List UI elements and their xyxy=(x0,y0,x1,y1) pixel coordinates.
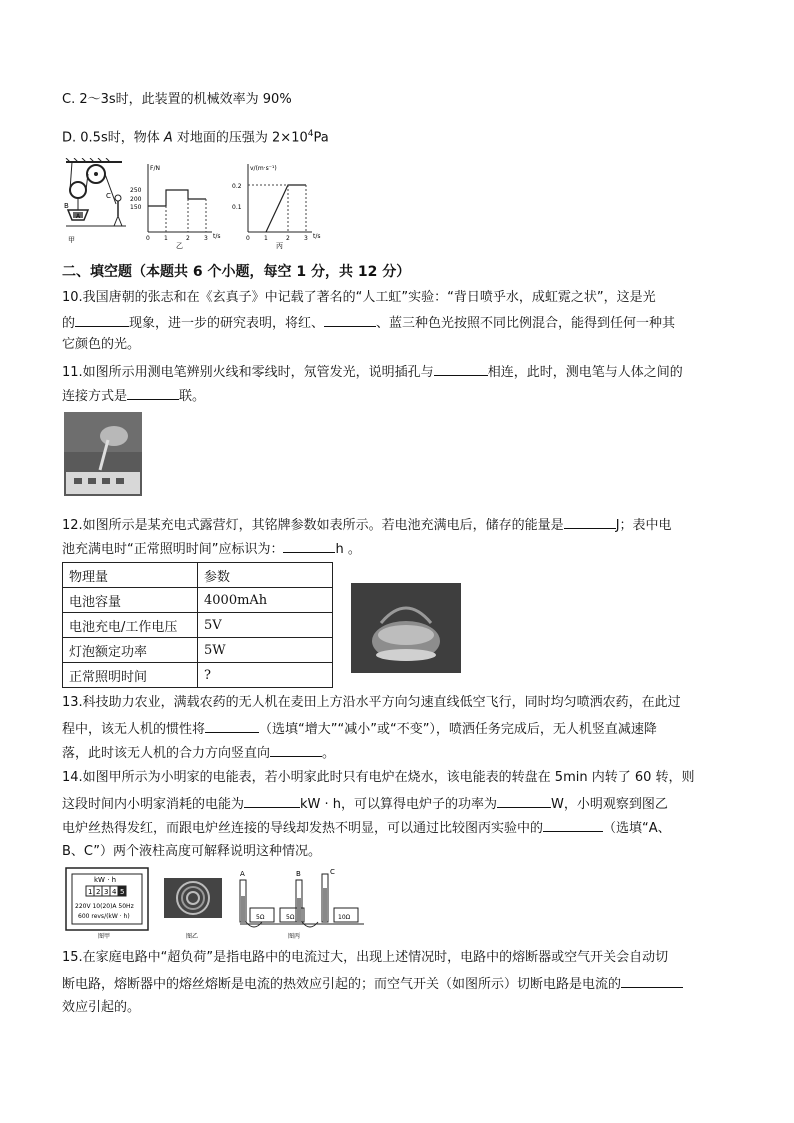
table-cell: 电池容量 xyxy=(63,588,198,613)
q11-blank-2[interactable] xyxy=(127,385,179,400)
tube-label-a: A xyxy=(240,870,245,878)
f-t-tick-3: 3 xyxy=(204,235,208,242)
q14-blank-3[interactable] xyxy=(543,817,603,832)
q11-text-a: 11.如图所示用测电笔辨别火线和零线时，氖管发光，说明插孔与 xyxy=(62,365,434,380)
figure-jia-label: 甲 xyxy=(68,236,75,244)
f-axis-label: F/N xyxy=(150,165,160,172)
q11-text-b: 相连，此时，测电笔与人体之间的 xyxy=(487,365,683,380)
table-cell: ? xyxy=(198,663,333,688)
q14-line-2 xyxy=(62,793,668,815)
q13-line-2 xyxy=(62,718,657,740)
q10-line-3: 它颜色的光。 xyxy=(62,337,141,352)
f-t-tick-0: 0 xyxy=(146,235,150,242)
q10-blank-2[interactable] xyxy=(324,312,376,327)
resistor-label-1: 5Ω xyxy=(256,914,265,921)
q13-text-d: 。 xyxy=(322,746,336,761)
q9-option-d-unit: Pa xyxy=(313,130,329,146)
q14-blank-2[interactable] xyxy=(497,793,551,808)
q9-option-d xyxy=(62,124,329,148)
meter-digit: 4 xyxy=(112,888,117,896)
figure-bing-caption: 图丙 xyxy=(288,933,301,940)
q11-text-c: 连接方式是 xyxy=(62,389,128,404)
v-t-tick-0: 0 xyxy=(246,235,250,242)
q14-line-3 xyxy=(62,817,671,839)
meter-spec-1: 220V 10(20)A 50Hz xyxy=(75,903,134,910)
table-cell: 正常照明时间 xyxy=(63,663,198,688)
table-cell: 5W xyxy=(198,638,333,663)
q11-text-d: 联。 xyxy=(179,389,206,404)
table-cell: 灯泡额定功率 xyxy=(63,638,198,663)
figure-bing-label: 丙 xyxy=(276,242,283,250)
q10-line-2 xyxy=(62,312,675,334)
q9-option-d-variable: A xyxy=(163,130,173,146)
q15-line-3: 效应引起的。 xyxy=(62,1000,141,1015)
f-tick-150: 150 xyxy=(130,204,142,211)
q10-line-1: 10.我国唐朝的张志和在《玄真子》中记载了著名的“人工虹”实验：“背日喷乎水，成虹霓之状”，这是光 xyxy=(62,290,656,305)
meter-digit: 2 xyxy=(96,888,101,896)
q11-test-pen-photo xyxy=(64,412,142,496)
table-row xyxy=(63,663,333,688)
q13-line-1: 13.科技助力农业，满载农药的无人机在麦田上方沿水平方向匀速直线低空飞行，同时均匀喷洒农药，在此过 xyxy=(62,695,681,710)
q10-text-b: 现象，进一步的研究表明，将红、 xyxy=(129,316,325,331)
q12-camping-lamp-photo xyxy=(351,583,461,673)
q15-line-2 xyxy=(62,973,683,995)
q15-blank-1[interactable] xyxy=(621,973,683,988)
table-cell: 4000mAh xyxy=(198,588,333,613)
meter-digit: 5 xyxy=(120,888,125,896)
meter-spec-2: 600 revs/(kW · h) xyxy=(78,913,130,920)
q11-line-1 xyxy=(62,361,683,383)
meter-digit: 3 xyxy=(104,888,109,896)
table-row xyxy=(63,588,333,613)
q12-line-1 xyxy=(62,514,672,536)
table-row xyxy=(63,563,333,588)
q13-text-b: （选填“增大”“减小”或“不变”），喷洒任务完成后，无人机竖直减速降 xyxy=(259,722,657,737)
q14-line-4: B、C”）两个液柱高度可解释说明这种情况。 xyxy=(62,844,321,859)
q11-blank-1[interactable] xyxy=(434,361,488,376)
resistor-label-2: 5Ω xyxy=(286,914,295,921)
pulley-label-a: A xyxy=(76,213,81,220)
tube-label-b: B xyxy=(296,870,301,878)
pulley-label-c: C xyxy=(106,192,111,200)
f-t-tick-2: 2 xyxy=(186,235,190,242)
v-tick-0.1: 0.1 xyxy=(232,204,242,211)
q10-text-a: 的 xyxy=(62,316,76,331)
pulley-label-b: B xyxy=(64,202,69,210)
q9-figure xyxy=(62,158,332,250)
q12-blank-2[interactable] xyxy=(283,538,335,553)
q12-text-a: 12.如图所示是某充电式露营灯，其铭牌参数如表所示。若电池充满电后，储存的能量是 xyxy=(62,518,564,533)
q9-option-d-prefix: D. 0.5s时，物体 xyxy=(62,130,164,146)
v-t-tick-2: 2 xyxy=(286,235,290,242)
v-tick-0.2: 0.2 xyxy=(232,183,242,190)
tube-label-c: C xyxy=(330,868,335,876)
figure-yi-caption: 图乙 xyxy=(186,933,199,940)
table-cell: 电池充电/工作电压 xyxy=(63,613,198,638)
q12-blank-1[interactable] xyxy=(564,514,616,529)
q9-option-c: C. 2～3s时，此装置的机械效率为 90% xyxy=(62,92,292,107)
q10-blank-1[interactable] xyxy=(75,312,129,327)
q9-option-d-exponent: 4 xyxy=(307,129,314,139)
table-cell: 5V xyxy=(198,613,333,638)
q12-text-d: h 。 xyxy=(335,542,361,557)
q13-blank-1[interactable] xyxy=(205,718,259,733)
f-t-axis-label: t/s xyxy=(213,233,221,240)
figure-yi-label: 乙 xyxy=(176,242,183,250)
q12-line-2 xyxy=(62,538,361,560)
q10-text-c: 、蓝三种色光按照不同比例混合，能得到任何一种其 xyxy=(376,316,676,331)
v-t-tick-1: 1 xyxy=(264,235,268,242)
f-t-tick-1: 1 xyxy=(164,235,168,242)
q12-text-b: J；表中电 xyxy=(615,518,672,533)
v-axis-label: v/(m·s⁻¹) xyxy=(250,165,277,172)
q9-option-d-middle: 对地面的压强为 2×10 xyxy=(172,130,308,146)
q14-text-c: W，小明观察到图乙 xyxy=(551,797,668,812)
meter-digit: 1 xyxy=(88,888,93,896)
q14-blank-1[interactable] xyxy=(244,793,300,808)
f-tick-200: 200 xyxy=(130,196,142,203)
table-row xyxy=(63,638,333,663)
q13-line-3 xyxy=(62,742,335,764)
q14-figure xyxy=(64,866,376,940)
q13-blank-2[interactable] xyxy=(270,742,322,757)
v-t-tick-3: 3 xyxy=(304,235,308,242)
q13-text-c: 落，此时该无人机的合力方向竖直向 xyxy=(62,746,271,761)
v-t-axis-label: t/s xyxy=(313,233,321,240)
table-cell: 物理量 xyxy=(63,563,198,588)
q11-line-2 xyxy=(62,385,205,407)
q14-text-a: 这段时间内小明家消耗的电能为 xyxy=(62,797,245,812)
table-row xyxy=(63,613,333,638)
q14-text-e: （选填“A、 xyxy=(603,821,671,836)
q12-text-c: 池充满电时“正常照明时间”应标识为： xyxy=(62,542,284,557)
q15-text-a: 断电路，熔断器中的熔丝熔断是电流的热效应引起的；而空气开关（如图所示）切断电路是电流的 xyxy=(62,977,622,992)
q15-line-1: 15.在家庭电路中“超负荷”是指电路中的电流过大，出现上述情况时，电路中的熔断器或空气开关会自动切 xyxy=(62,950,669,965)
figure-jia-caption: 图甲 xyxy=(98,933,111,940)
q13-text-a: 程中，该无人机的惯性将 xyxy=(62,722,206,737)
q12-spec-table xyxy=(62,562,333,688)
table-cell: 参数 xyxy=(198,563,333,588)
q14-line-1: 14.如图甲所示为小明家的电能表，若小明家此时只有电炉在烧水，该电能表的转盘在 5min 内转了 60 转，则 xyxy=(62,770,695,785)
section-title-fill-blank: 二、填空题（本题共 6 个小题，每空 1 分，共 12 分） xyxy=(62,264,411,280)
resistor-label-3: 10Ω xyxy=(338,914,351,921)
meter-unit: kW · h xyxy=(94,876,117,884)
q14-text-b: kW · h，可以算得电炉子的功率为 xyxy=(300,797,498,812)
q14-text-d: 电炉丝热得发红，而跟电炉丝连接的导线却发热不明显，可以通过比较图丙实验中的 xyxy=(62,821,544,836)
f-tick-250: 250 xyxy=(130,187,142,194)
